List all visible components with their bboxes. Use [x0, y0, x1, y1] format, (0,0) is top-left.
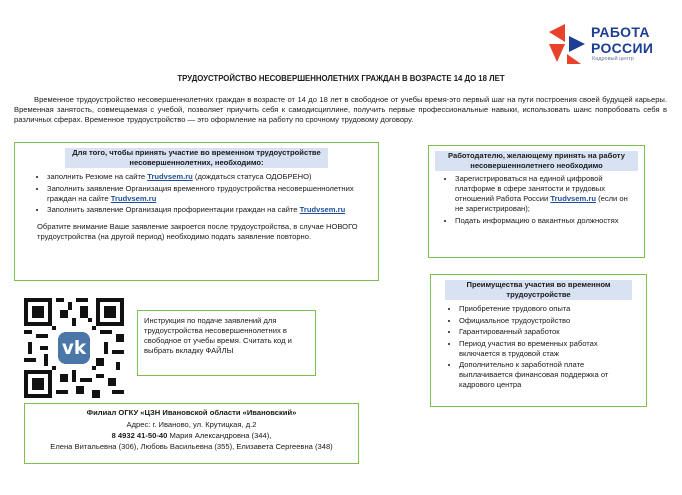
list-item: • Дополнительно к заработной плате выплачивается финансовая поддержка от кадрового центра: [459, 360, 640, 390]
list-item: • Приобретение трудового опыта: [459, 304, 640, 314]
list-item: • Подать информацию о вакантных должностях: [455, 216, 638, 226]
contact-phone-line: 8 4932 41-50-40 Мария Александровна (344),: [111, 431, 272, 441]
list-item: • Период участия во временных работах включается в трудовой стаж: [459, 339, 640, 359]
applicants-list: [25, 172, 368, 215]
logo-tagline: Кадровый центр: [592, 56, 634, 62]
intro-paragraph: Временное трудоустройство несовершеннолетних граждан в возрасте от 14 до 18 лет в свободное от учебы время-это первый шаг на пути построения своей будущей карьеры. Временная занятость, совмещаемая с учебой, позволяет приучить себя к самодисциплине, получить первые профессиональные навыки, использовать шанс попробовать себя в различных сферах. Временное трудоустройство — это оформление на работу по срочному трудовому договору.: [14, 95, 667, 125]
applicants-box: [14, 142, 379, 281]
instruction-box: [137, 310, 316, 376]
applicants-note: Обратите внимание Ваше заявление закроется после трудоустройства, в случае НОВОГО трудоустройства (на другой период) необходимо подать заявление повторно.: [37, 222, 358, 242]
page-title: ТРУДОУСТРОЙСТВО НЕСОВЕРШЕННОЛЕТНИХ ГРАЖДАН В ВОЗРАСТЕ 14 ДО 18 ЛЕТ: [177, 74, 505, 83]
list-item: • Зарегистрироваться на единой цифровой платформе в сфере занятости и трудовых отношений Работа России Trudvsem.ru (если он не зарегистрирован);: [455, 174, 638, 214]
list-item: • Гарантированный заработок: [459, 327, 640, 337]
contact-phone[interactable]: 8 4932 41-50-40: [111, 431, 168, 441]
svg-text:vk: vk: [61, 338, 87, 359]
employer-heading: Работодателю, желающему принять на работу несовершеннолетнего необходимо: [435, 151, 638, 171]
trudvsem-link[interactable]: Trudvsem.ru: [299, 205, 346, 215]
list-item: • Официальное трудоустройство: [459, 316, 640, 326]
benefits-list: [437, 304, 640, 390]
contact-box: [24, 403, 359, 464]
logo-mark-icon: [545, 22, 589, 66]
benefits-box: [430, 274, 647, 407]
employer-list: [435, 174, 638, 226]
trudvsem-link[interactable]: Trudvsem.ru: [110, 193, 157, 203]
list-item: • Заполнить заявление Организация профориентации граждан на сайте Trudvsem.ru: [47, 205, 368, 215]
qr-code[interactable]: [24, 298, 124, 398]
contact-people: Елена Витальевна (306), Любовь Васильевна (355), Елизавета Сергеевна (348): [50, 442, 333, 452]
logo-line-1: РАБОТА: [591, 24, 650, 40]
contact-org: Филиал ОГКУ «ЦЗН Ивановской области «Ивановский»: [86, 408, 297, 417]
list-item: • заполнить Резюме на сайте Trudvsem.ru (дождаться статуса ОДОБРЕНО): [47, 172, 368, 182]
employer-box: [428, 145, 645, 258]
logo-line-2: РОССИИ: [591, 40, 654, 56]
trudvsem-link[interactable]: Trudvsem.ru: [550, 194, 596, 204]
trudvsem-link[interactable]: Trudvsem.ru: [147, 172, 193, 182]
list-item: • Заполнить заявление Организация временного трудоустройства несовершеннолетних граждан на сайте Trudvsem.ru: [47, 184, 368, 204]
contact-address: Адрес: г. Иваново, ул. Крутицкая, д.2: [126, 420, 257, 430]
applicants-heading: Для того, чтобы принять участие во временном трудоустройстве несовершеннолетних, необходимо:: [65, 148, 328, 168]
benefits-heading: Преимущества участия во временном трудоустройстве: [445, 280, 632, 300]
instruction-text: Инструкция по подаче заявлений для трудоустройства несовершеннолетних в свободное от учебы время. Считать код и выбрать вкладку ФАЙЛЫ: [144, 316, 292, 356]
logo: [545, 20, 670, 70]
